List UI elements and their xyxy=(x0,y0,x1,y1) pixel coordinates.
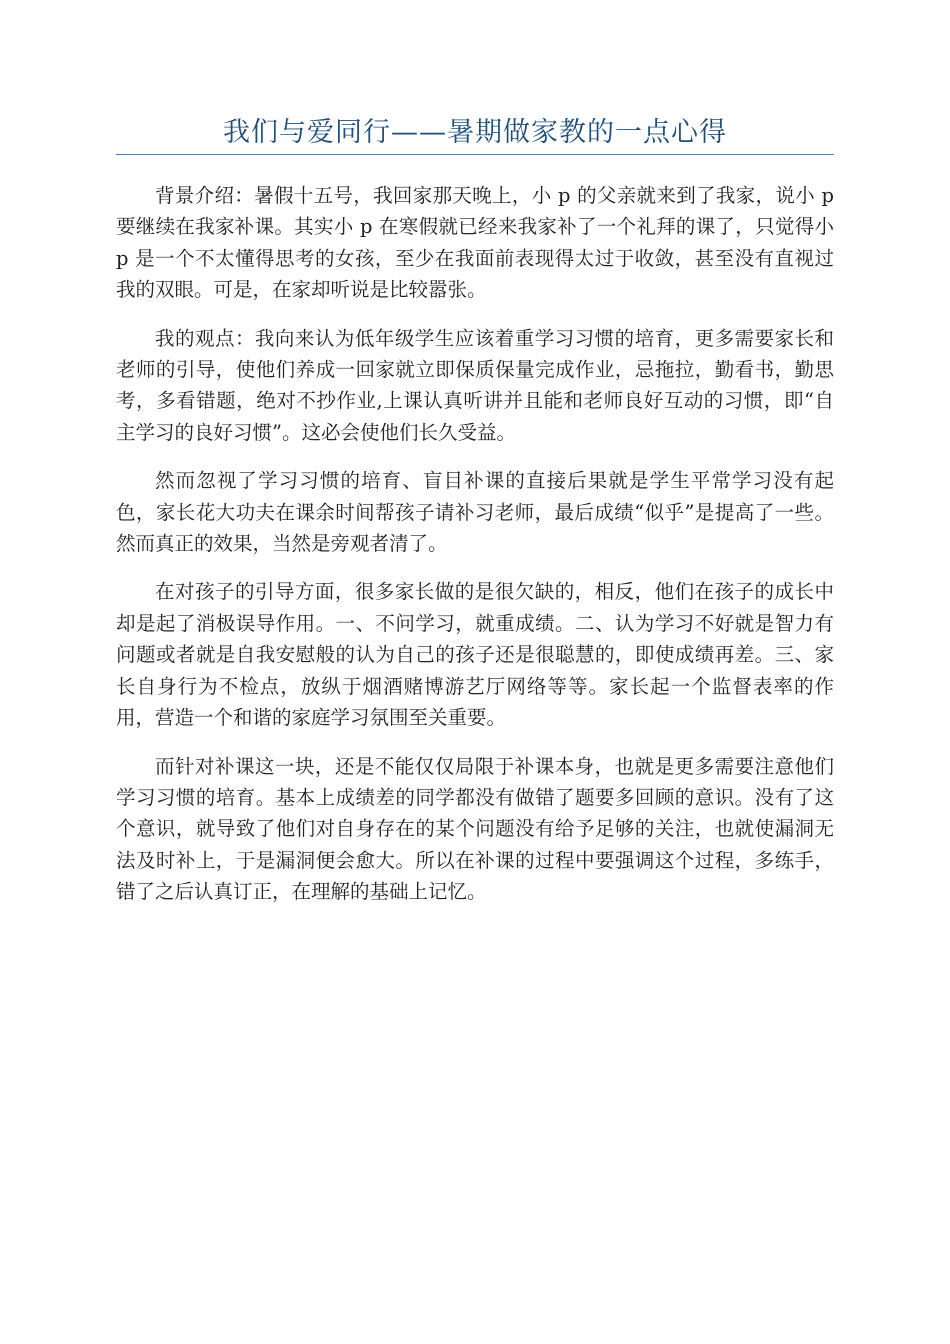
paragraph-background: 背景介绍：暑假十五号，我回家那天晚上，小 p 的父亲就来到了我家，说小 p 要继续在我家补课。其实小 p 在寒假就已经来我家补了一个礼拜的课了，只觉得小 p 是一个不太懂得思考的女孩，至少在我面前表现得太过于收敛，甚至没有直视过我的双眼。可是，在家却听说是比较嚣张。 xyxy=(116,184,834,302)
paragraph-consequence: 然而忽视了学习习惯的培育、盲目补课的直接后果就是学生平常学习没有起色，家长花大功夫在课余时间帮孩子请补习老师，最后成绩“似乎”是提高了一些。然而真正的效果，当然是旁观者清了。 xyxy=(116,469,834,556)
document-title: 我们与爱同行——暑期做家教的一点心得 xyxy=(223,117,727,148)
paragraph-tutoring: 而针对补课这一块，还是不能仅仅局限于补课本身，也就是更多需要注意他们学习习惯的培育。基本上成绩差的同学都没有做错了题要多回顾的意识。没有了这个意识，就导致了他们对自身存在的某个问题没有给予足够的关注，也就使漏洞无法及时补上，于是漏洞便会愈大。所以在补课的过程中要强调这个过程，多练手，错了之后认真订正，在理解的基础上记忆。 xyxy=(116,754,834,904)
title-underline-divider xyxy=(116,154,834,155)
document-body xyxy=(116,180,834,925)
paragraph-viewpoint: 我的观点：我向来认为低年级学生应该着重学习习惯的培育，更多需要家长和老师的引导，使他们养成一回家就立即保质保量完成作业，忌拖拉，勤看书，勤思考，多看错题，绝对不抄作业,上课认真听讲并且能和老师良好互动的习惯，即“自主学习的良好习惯”。这必会使他们长久受益。 xyxy=(116,326,834,444)
paragraph-parent-guidance: 在对孩子的引导方面，很多家长做的是很欠缺的，相反，他们在孩子的成长中却是起了消极误导作用。一、不问学习，就重成绩。二、认为学习不好就是智力有问题或者就是自我安慰般的认为自己的孩子还是很聪慧的，即使成绩再差。三、家长自身行为不检点，放纵于烟酒赌博游艺厅网络等等。家长起一个监督表率的作用，营造一个和谐的家庭学习氛围至关重要。 xyxy=(116,580,834,730)
